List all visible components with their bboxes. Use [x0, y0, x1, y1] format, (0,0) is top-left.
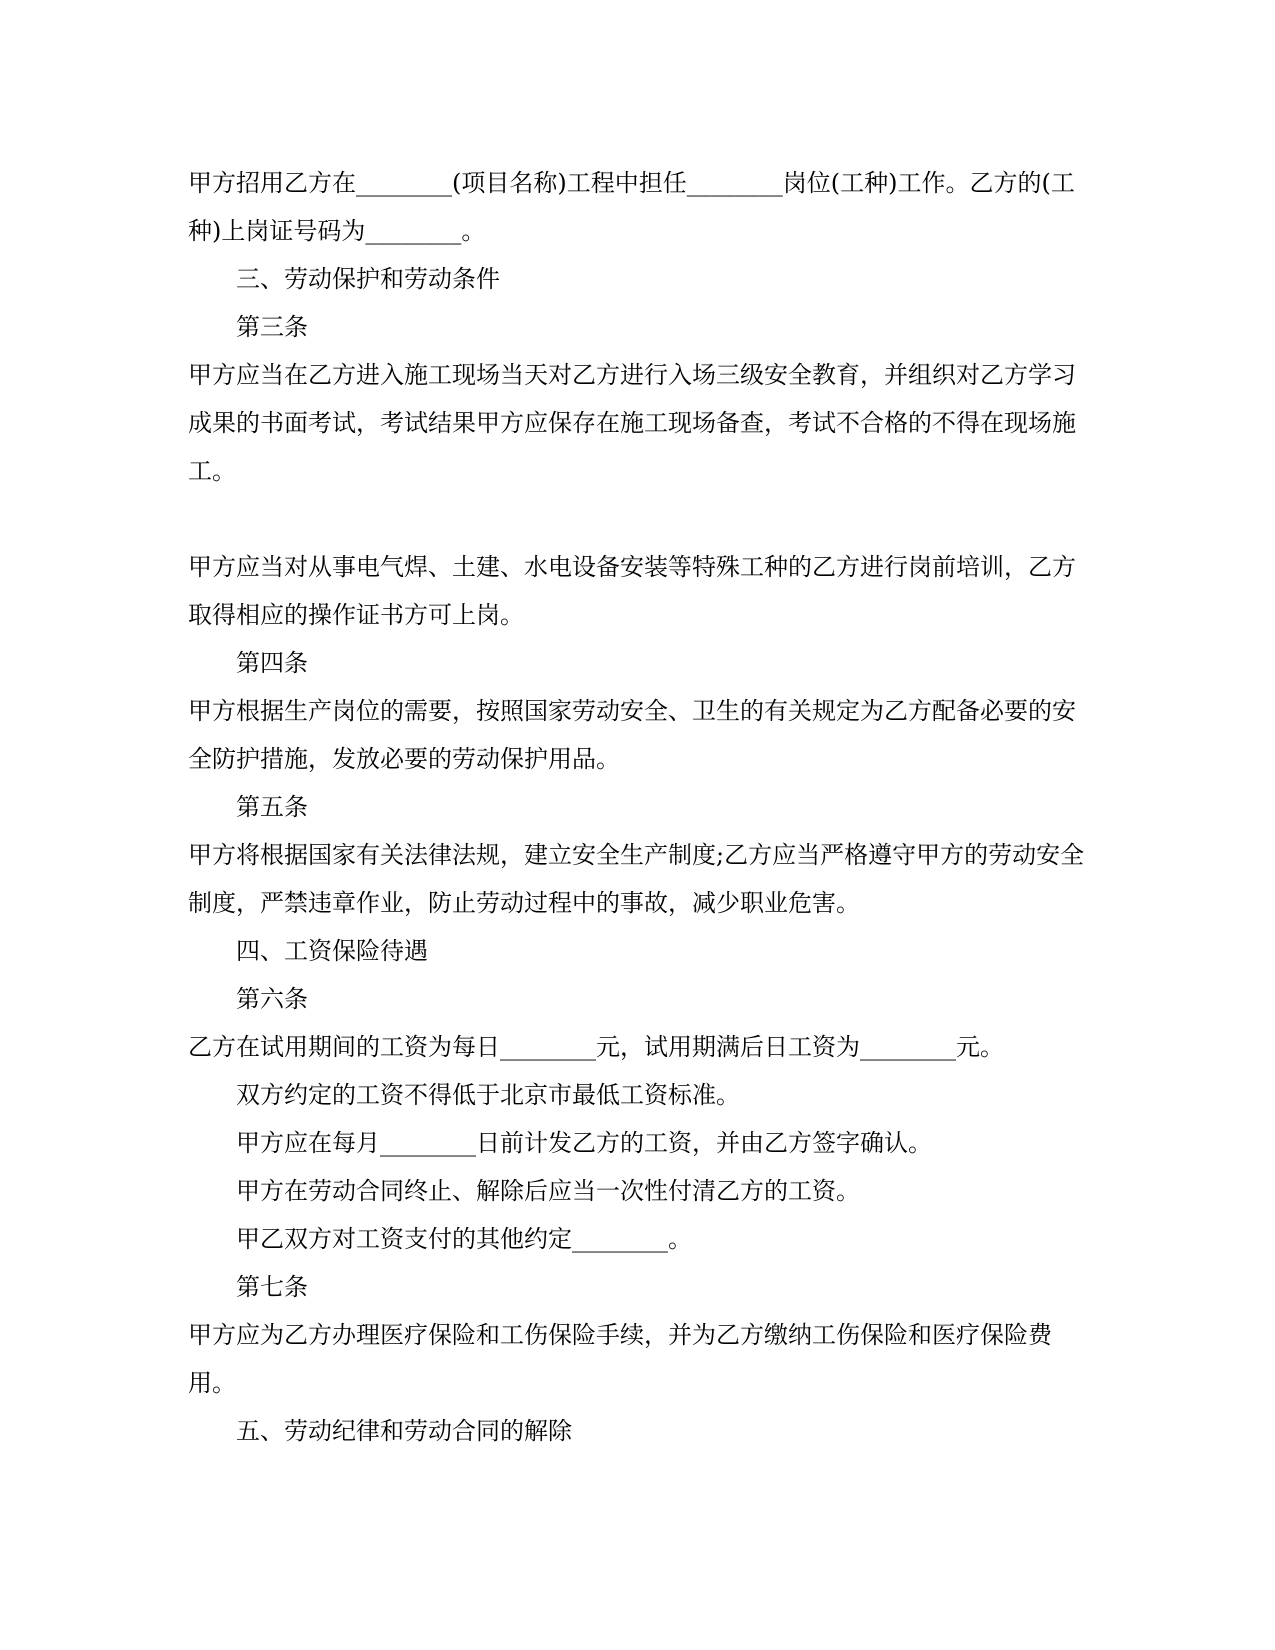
paragraph-final-settlement: 甲方在劳动合同终止、解除后应当一次性付清乙方的工资。: [236, 1177, 860, 1205]
paragraph-probation-wage: 乙方在试用期间的工资为每日________元，试用期满后日工资为________元。: [188, 1033, 1004, 1061]
paragraph-other-agreements: 甲乙双方对工资支付的其他约定________。: [236, 1225, 692, 1253]
paragraph-job-position: 甲方招用乙方在________(项目名称)工程中担任________岗位(工种)工作。乙方的(工种)上岗证号码为________。: [188, 169, 1075, 245]
section-heading-discipline-termination: 五、劳动纪律和劳动合同的解除: [236, 1417, 572, 1445]
paragraph-protective-equipment: 甲方根据生产岗位的需要，按照国家劳动安全、卫生的有关规定为乙方配备必要的安全防护措施，发放必要的劳动保护用品。: [188, 697, 1076, 773]
article-7-heading: 第七条: [236, 1273, 308, 1301]
article-3-heading: 第三条: [236, 313, 308, 341]
paragraph-monthly-payment: 甲方应在每月________日前计发乙方的工资，并由乙方签字确认。: [236, 1129, 932, 1157]
article-4-heading: 第四条: [236, 649, 308, 677]
paragraph-insurance: 甲方应为乙方办理医疗保险和工伤保险手续，并为乙方缴纳工伤保险和医疗保险费用。: [188, 1321, 1052, 1397]
paragraph-safety-system: 甲方将根据国家有关法律法规，建立安全生产制度;乙方应当严格遵守甲方的劳动安全制度，严禁违章作业，防止劳动过程中的事故，减少职业危害。: [188, 841, 1085, 917]
section-heading-labor-protection: 三、劳动保护和劳动条件: [236, 265, 500, 293]
section-heading-wages-insurance: 四、工资保险待遇: [236, 937, 428, 965]
article-6-heading: 第六条: [236, 985, 308, 1013]
blank-line: [188, 495, 1088, 543]
document-body: [188, 159, 1088, 1455]
paragraph-minimum-wage: 双方约定的工资不得低于北京市最低工资标准。: [236, 1081, 740, 1109]
paragraph-safety-education: 甲方应当在乙方进入施工现场当天对乙方进行入场三级安全教育，并组织对乙方学习成果的书面考试，考试结果甲方应保存在施工现场备查，考试不合格的不得在现场施工。: [188, 361, 1076, 485]
article-5-heading: 第五条: [236, 793, 308, 821]
paragraph-special-training: 甲方应当对从事电气焊、土建、水电设备安装等特殊工种的乙方进行岗前培训，乙方取得相应的操作证书方可上岗。: [188, 553, 1076, 629]
